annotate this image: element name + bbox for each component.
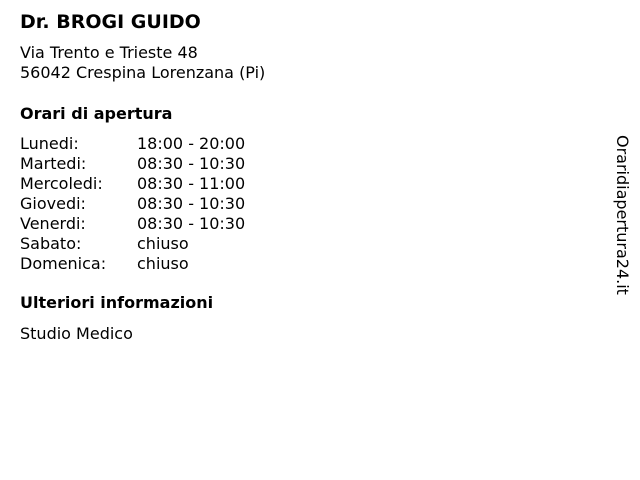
further-info-text: Studio Medico bbox=[20, 324, 133, 343]
hours-row-martedi bbox=[20, 154, 245, 174]
opening-hours-table bbox=[20, 134, 245, 274]
hours-row-giovedi bbox=[20, 194, 245, 214]
hours-row-sabato bbox=[20, 234, 245, 254]
hours-row-mercoledi bbox=[20, 174, 245, 194]
hours-time: 08:30 - 11:00 bbox=[137, 174, 246, 193]
hours-day: Domenica: bbox=[20, 254, 107, 273]
site-watermark: Oraridiapertura24.it bbox=[613, 135, 632, 295]
page-title: Dr. BROGI GUIDO bbox=[20, 11, 201, 33]
hours-day: Sabato: bbox=[20, 234, 82, 253]
hours-day: Mercoledi: bbox=[20, 174, 103, 193]
hours-time: chiuso bbox=[137, 234, 189, 253]
address-block bbox=[20, 43, 265, 83]
further-info-heading: Ulteriori informazioni bbox=[20, 293, 214, 312]
hours-row-venerdi bbox=[20, 214, 245, 234]
hours-time: 08:30 - 10:30 bbox=[137, 154, 246, 173]
hours-time: 18:00 - 20:00 bbox=[137, 134, 246, 153]
hours-row-lunedi bbox=[20, 134, 245, 154]
hours-time: 08:30 - 10:30 bbox=[137, 214, 246, 233]
hours-day: Venerdi: bbox=[20, 214, 86, 233]
hours-day: Giovedi: bbox=[20, 194, 86, 213]
hours-day: Martedi: bbox=[20, 154, 87, 173]
address-street: Via Trento e Trieste 48 bbox=[20, 43, 198, 62]
hours-time: 08:30 - 10:30 bbox=[137, 194, 246, 213]
address-city: 56042 Crespina Lorenzana (Pi) bbox=[20, 63, 266, 82]
hours-row-domenica bbox=[20, 254, 245, 274]
opening-hours-heading: Orari di apertura bbox=[20, 104, 173, 123]
hours-day: Lunedi: bbox=[20, 134, 79, 153]
hours-time: chiuso bbox=[137, 254, 189, 273]
